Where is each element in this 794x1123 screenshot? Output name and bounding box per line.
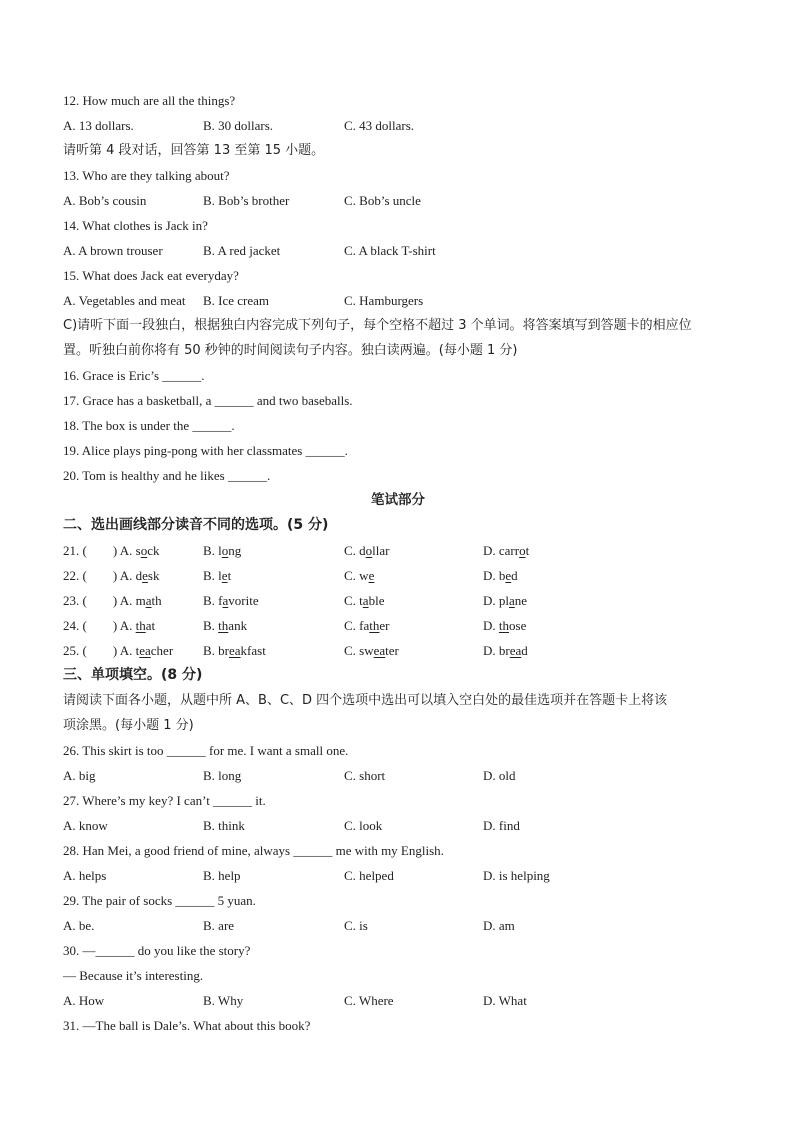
option-b: B. think	[203, 818, 245, 833]
section-2-heading: 二、选出画线部分读音不同的选项。(5 分)	[63, 517, 329, 533]
phonics-question	[63, 638, 733, 663]
option-a: A. helps	[63, 868, 107, 883]
phonics-question	[63, 538, 733, 563]
option-c: C. Hamburgers	[344, 293, 424, 308]
question-19: 19. Alice plays ping-pong with her classmates ______.	[63, 443, 348, 458]
word-part: A. t	[119, 643, 140, 658]
option-c	[344, 638, 399, 663]
word-part: B. l	[203, 568, 222, 583]
paren-close: )	[112, 568, 118, 583]
option-d: D. What	[483, 993, 527, 1008]
underlined-letters: ea	[139, 643, 151, 658]
option-c	[344, 588, 384, 613]
paren-close: )	[112, 618, 118, 633]
underlined-letters: th	[135, 618, 146, 633]
underlined-letters: e	[368, 568, 375, 583]
word-part: vorite	[228, 593, 259, 608]
options-13	[63, 188, 733, 213]
word-part: B. l	[203, 543, 222, 558]
option-d: D. old	[483, 768, 516, 783]
option-a: A. be.	[63, 918, 95, 933]
word-part: ose	[509, 618, 527, 633]
word-part: A. m	[119, 593, 146, 608]
question-number: 23. (	[63, 593, 87, 608]
phonics-question	[63, 563, 733, 588]
option-a: A. big	[63, 768, 96, 783]
question-number: 22. (	[63, 568, 87, 583]
partc-instruction-line1: C)请听下面一段独白，根据独白内容完成下列句子，每个空格不超过 3 个单词。将答案填写到答题卡的相应位	[63, 318, 692, 333]
word-part: C. w	[344, 568, 369, 583]
word-part: D. br	[483, 643, 510, 658]
question-number: 21. (	[63, 543, 87, 558]
word-part: D. carr	[483, 543, 520, 558]
part4-instruction: 请听第 4 段对话，回答第 13 至第 15 小题。	[63, 143, 325, 158]
option-c: C. look	[344, 818, 383, 833]
question-stem: 13. Who are they talking about?	[63, 168, 230, 183]
word-part: ank	[228, 618, 248, 633]
option-c: C. 43 dollars.	[344, 118, 415, 133]
word-part: B. br	[203, 643, 229, 658]
option-b: B. help	[203, 868, 241, 883]
options-30	[63, 988, 733, 1013]
option-a: A. A brown trouser	[63, 243, 163, 258]
options-26	[63, 763, 733, 788]
options-28	[63, 863, 733, 888]
option-d: D. is helping	[483, 868, 550, 883]
question-30: 30. —______ do you like the story?	[63, 943, 251, 958]
word-part: C. fa	[344, 618, 370, 633]
underlined-letters: a	[362, 593, 369, 608]
word-part: t	[525, 543, 530, 558]
option-a	[63, 563, 159, 588]
option-c: C. Bob’s uncle	[344, 193, 421, 208]
question-17: 17. Grace has a basketball, a ______ and two baseballs.	[63, 393, 353, 408]
option-b	[203, 538, 241, 563]
underlined-letters: th	[369, 618, 380, 633]
underlined-letters: th	[498, 618, 510, 633]
word-part: B.	[203, 618, 219, 633]
word-part: A. d	[119, 568, 143, 583]
option-c	[344, 563, 374, 588]
option-a: A. Bob’s cousin	[63, 193, 147, 208]
word-part: cher	[150, 643, 174, 658]
option-a	[63, 588, 162, 613]
option-a: A. Vegetables and meat	[63, 293, 186, 308]
option-d	[483, 588, 527, 613]
option-d	[483, 563, 518, 588]
option-b	[203, 613, 247, 638]
word-part: D. pl	[483, 593, 509, 608]
exam-page	[63, 88, 733, 1038]
question-26: 26. This skirt is too ______ for me. I want a small one.	[63, 743, 349, 758]
word-part: d	[511, 568, 518, 583]
option-d: D. find	[483, 818, 520, 833]
option-b: B. Ice cream	[203, 293, 270, 308]
question-stem: 15. What does Jack eat everyday?	[63, 268, 239, 283]
word-part: B. f	[203, 593, 223, 608]
word-part: C. t	[344, 593, 363, 608]
option-a: A. How	[63, 993, 105, 1008]
question-20: 20. Tom is healthy and he likes ______.	[63, 468, 271, 483]
question-number: 24. (	[63, 618, 87, 633]
option-b: B. Why	[203, 993, 244, 1008]
underlined-letters: ea	[509, 643, 522, 658]
options-27	[63, 813, 733, 838]
question-16: 16. Grace is Eric’s ______.	[63, 368, 205, 383]
question-31: 31. —The ball is Dale’s. What about this book?	[63, 1018, 311, 1033]
phonics-question	[63, 588, 733, 613]
underlined-letters: th	[218, 618, 229, 633]
question-stem: 14. What clothes is Jack in?	[63, 218, 208, 233]
word-part: ter	[385, 643, 399, 658]
word-part: t	[227, 568, 232, 583]
underlined-letters: o	[221, 543, 229, 558]
question-stem: 12. How much are all the things?	[63, 93, 236, 108]
underlined-letters: ea	[229, 643, 241, 658]
option-d	[483, 538, 529, 563]
option-b: B. Bob’s brother	[203, 193, 290, 208]
word-part: D.	[483, 618, 499, 633]
question-30-reply: — Because it’s interesting.	[63, 968, 204, 983]
option-b: B. long	[203, 768, 242, 783]
word-part: C. sw	[344, 643, 374, 658]
word-part: d	[521, 643, 528, 658]
option-b: B. are	[203, 918, 235, 933]
underlined-letters: a	[509, 593, 515, 608]
phonics-question	[63, 613, 733, 638]
question-number: 25. (	[63, 643, 87, 658]
question-15	[63, 263, 733, 288]
option-a	[63, 613, 155, 638]
paren-close: )	[112, 543, 118, 558]
option-b	[203, 563, 231, 588]
option-c: C. Where	[344, 993, 394, 1008]
underlined-letters: e	[142, 568, 148, 583]
question-27: 27. Where’s my key? I can’t ______ it.	[63, 793, 266, 808]
word-part: A.	[119, 618, 136, 633]
option-d: D. am	[483, 918, 515, 933]
question-12	[63, 88, 733, 113]
word-part: llar	[372, 543, 390, 558]
section-3-heading: 三、单项填空。(8 分)	[63, 667, 203, 683]
section-3-instruction-line2: 项涂黑。(每小题 1 分)	[63, 718, 194, 733]
option-b: B. 30 dollars.	[203, 118, 274, 133]
option-c	[344, 613, 390, 638]
option-c: C. short	[344, 768, 386, 783]
word-part: at	[145, 618, 156, 633]
question-29: 29. The pair of socks ______ 5 yuan.	[63, 893, 256, 908]
option-a: A. 13 dollars.	[63, 118, 134, 133]
option-d	[483, 638, 528, 663]
underlined-letters: e	[505, 568, 512, 583]
options-12	[63, 113, 733, 138]
option-b	[203, 638, 266, 663]
word-part: ck	[147, 543, 160, 558]
underlined-letters: a	[145, 593, 152, 608]
option-c: C. helped	[344, 868, 394, 883]
option-a	[63, 638, 173, 663]
question-13	[63, 163, 733, 188]
option-a	[63, 538, 159, 563]
options-15	[63, 288, 733, 313]
paren-close: )	[112, 643, 118, 658]
word-part: ng	[228, 543, 242, 558]
word-part: D. b	[483, 568, 506, 583]
option-d	[483, 613, 526, 638]
partc-instruction-line2: 置。听独白前你将有 50 秒钟的时间阅读句子内容。独白读两遍。(每小题 1 分)	[63, 343, 518, 358]
underlined-letters: o	[365, 543, 373, 558]
word-part: th	[151, 593, 162, 608]
question-14	[63, 213, 733, 238]
underlined-letters: a	[222, 593, 229, 608]
underlined-letters: e	[221, 568, 228, 583]
word-part: ble	[368, 593, 385, 608]
underlined-letters: o	[519, 543, 526, 558]
option-b: B. A red jacket	[203, 243, 281, 258]
underlined-letters: ea	[373, 643, 386, 658]
option-c: C. A black T-shirt	[344, 243, 436, 258]
option-c	[344, 538, 390, 563]
word-part: kfast	[240, 643, 266, 658]
section-3-instruction-line1: 请阅读下面各小题，从题中所 A、B、C、D 四个选项中选出可以填入空白处的最佳选项并在答题卡上将该	[63, 693, 668, 708]
word-part: ne	[514, 593, 528, 608]
underlined-letters: o	[140, 543, 148, 558]
word-part: sk	[147, 568, 160, 583]
written-part-title: 笔试部分	[371, 492, 425, 508]
phonics-questions	[63, 538, 733, 663]
options-29	[63, 913, 733, 938]
word-part: A. s	[119, 543, 141, 558]
options-14	[63, 238, 733, 263]
question-18: 18. The box is under the ______.	[63, 418, 235, 433]
option-b	[203, 588, 259, 613]
option-a: A. know	[63, 818, 108, 833]
option-c: C. is	[344, 918, 368, 933]
question-28: 28. Han Mei, a good friend of mine, always ______ me with my English.	[63, 843, 444, 858]
paren-close: )	[112, 593, 118, 608]
word-part: C. d	[344, 543, 366, 558]
word-part: er	[379, 618, 390, 633]
